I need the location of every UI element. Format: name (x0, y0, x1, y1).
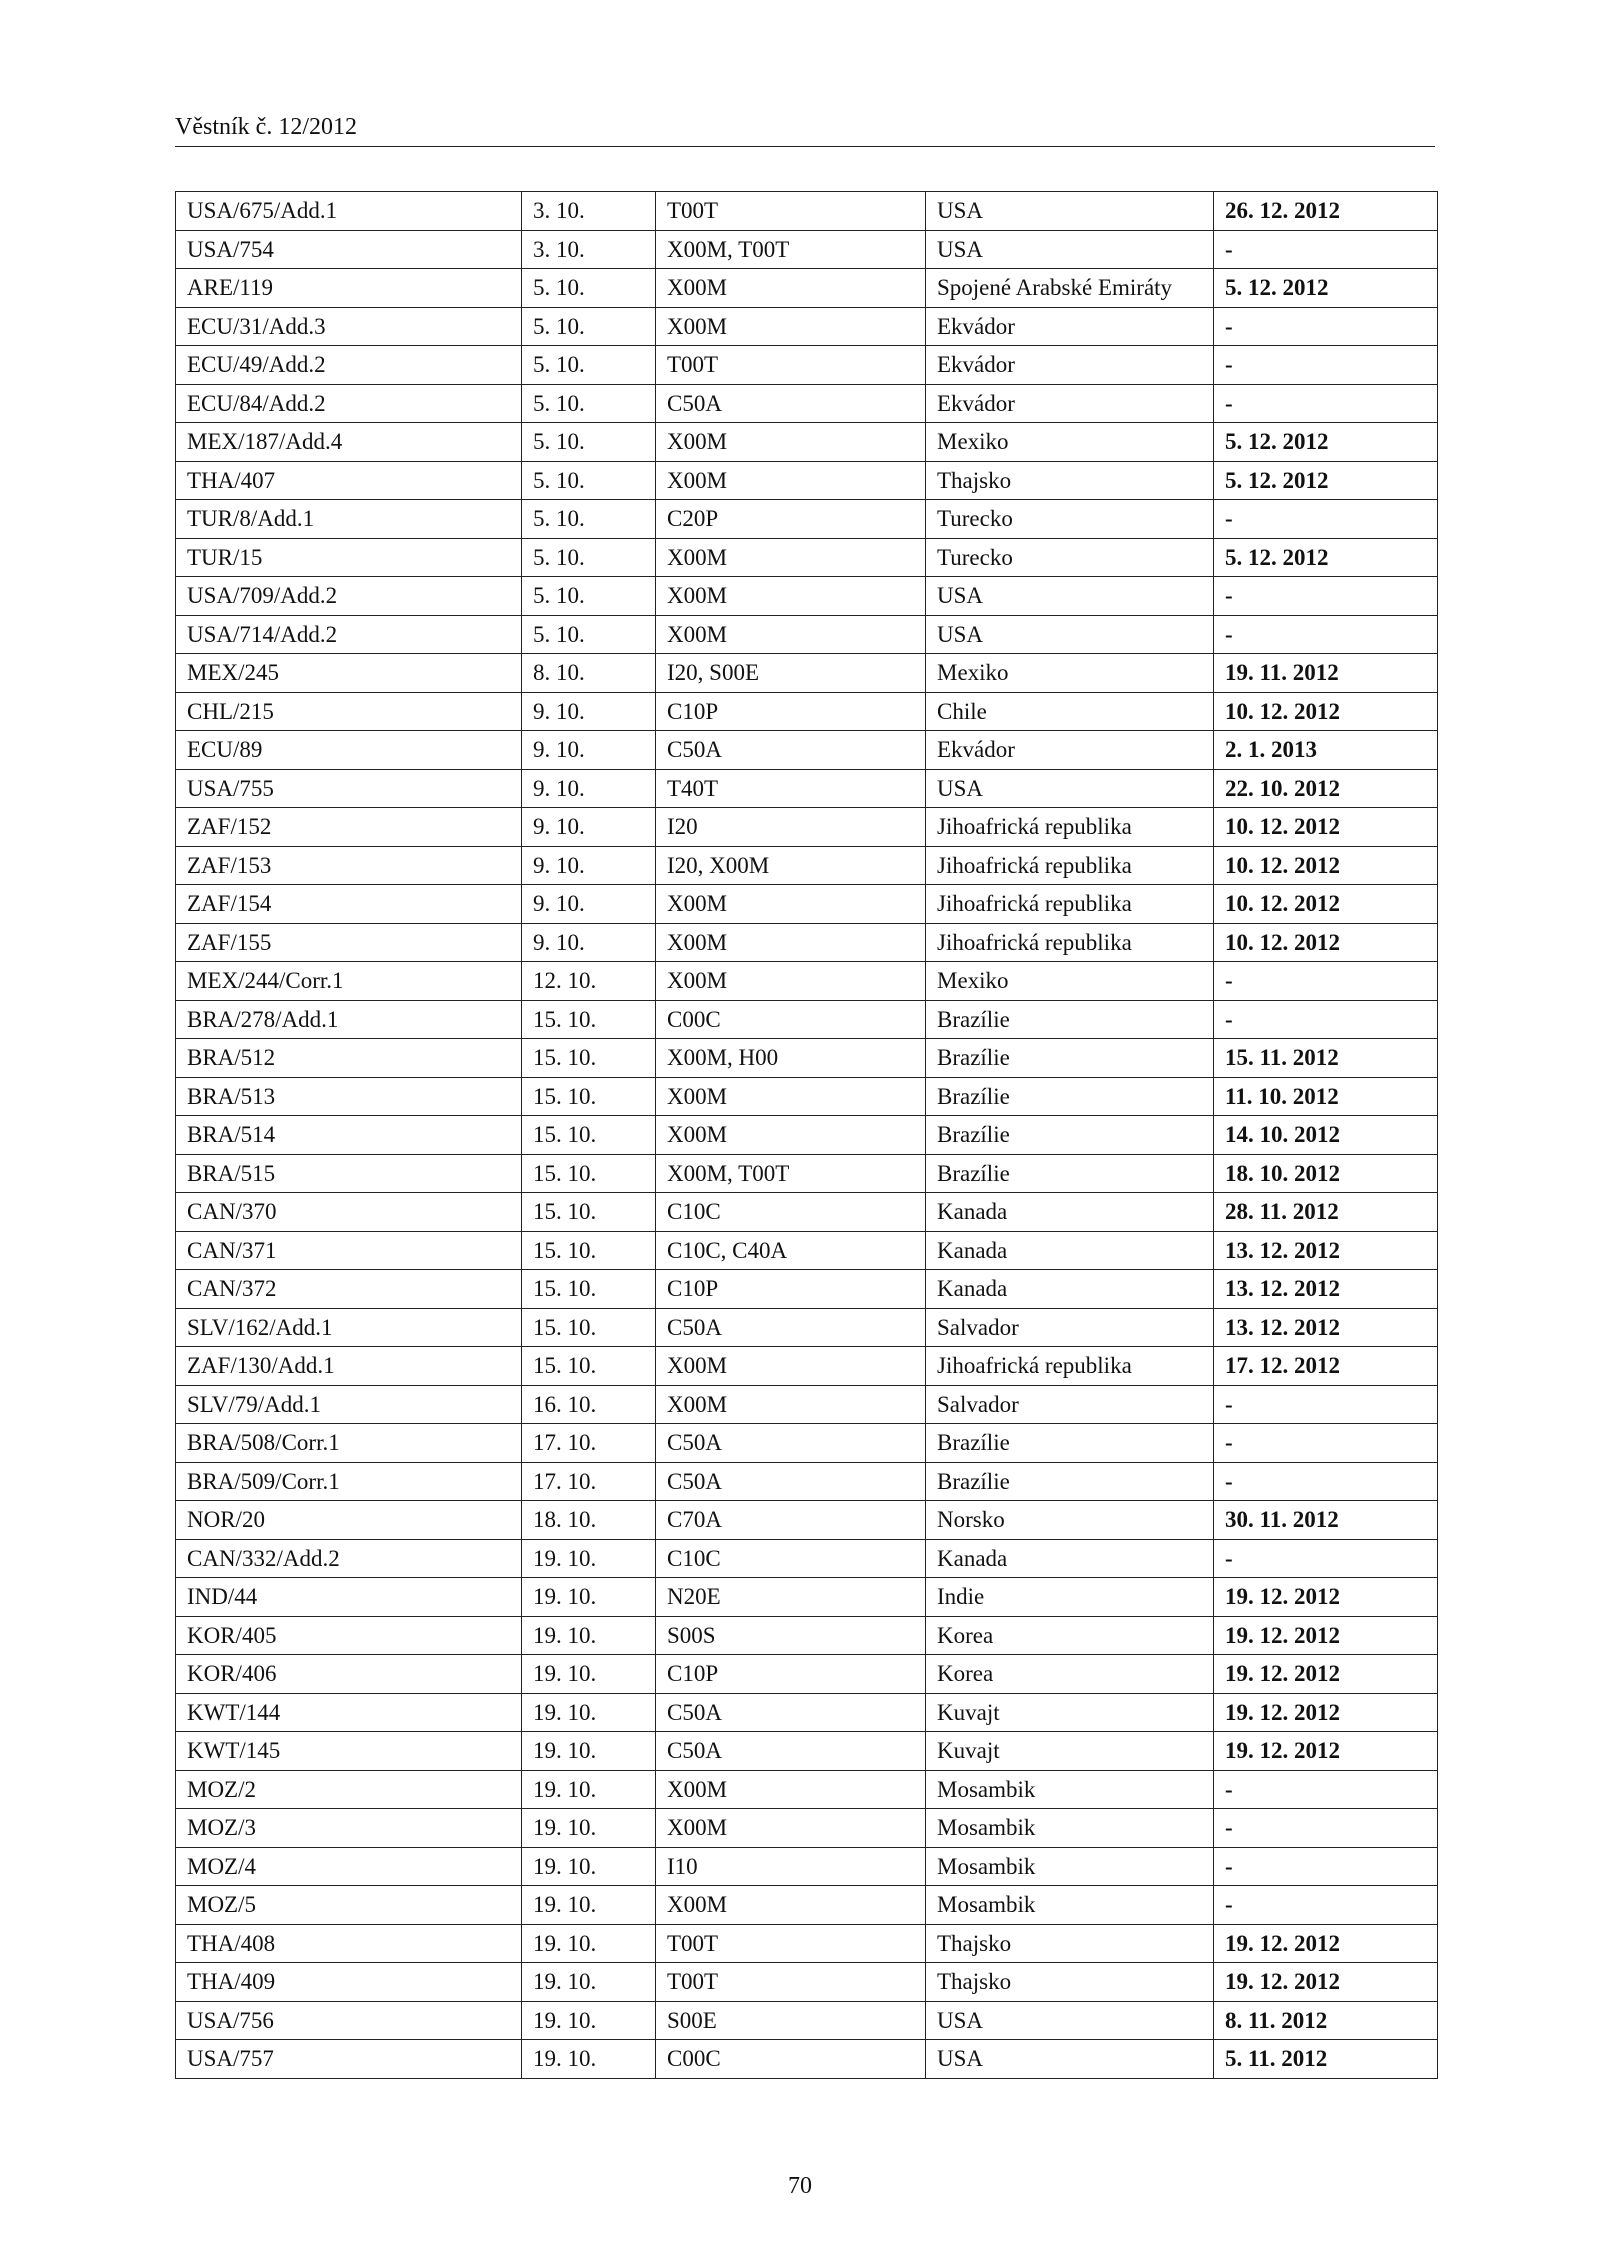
table-row (176, 1732, 1438, 1771)
date-cell: 19. 10. (522, 1847, 656, 1886)
classification-cell: T40T (656, 769, 926, 808)
classification-cell: C50A (656, 1424, 926, 1463)
document-code-cell: USA/714/Add.2 (176, 615, 522, 654)
classification-cell: X00M (656, 1770, 926, 1809)
date-cell: 19. 10. (522, 1732, 656, 1771)
document-code-cell: USA/709/Add.2 (176, 577, 522, 616)
deadline-cell: 19. 12. 2012 (1214, 1732, 1438, 1771)
country-cell: USA (926, 615, 1214, 654)
table-row (176, 1616, 1438, 1655)
date-cell: 15. 10. (522, 1193, 656, 1232)
table-row (176, 307, 1438, 346)
date-cell: 15. 10. (522, 1000, 656, 1039)
table-row (176, 1154, 1438, 1193)
country-cell: Thajsko (926, 1924, 1214, 1963)
deadline-cell: 26. 12. 2012 (1214, 192, 1438, 231)
country-cell: Ekvádor (926, 307, 1214, 346)
document-code-cell: CHL/215 (176, 692, 522, 731)
date-cell: 19. 10. (522, 1693, 656, 1732)
deadline-cell: - (1214, 1385, 1438, 1424)
date-cell: 3. 10. (522, 230, 656, 269)
document-code-cell: BRA/515 (176, 1154, 522, 1193)
date-cell: 15. 10. (522, 1116, 656, 1155)
deadline-cell: - (1214, 384, 1438, 423)
country-cell: Mosambik (926, 1770, 1214, 1809)
classification-cell: X00M, T00T (656, 230, 926, 269)
table-row (176, 692, 1438, 731)
deadline-cell: - (1214, 307, 1438, 346)
table-row (176, 885, 1438, 924)
document-code-cell: BRA/513 (176, 1077, 522, 1116)
deadline-cell: 19. 12. 2012 (1214, 1924, 1438, 1963)
country-cell: Jihoafrická republika (926, 923, 1214, 962)
deadline-cell: 30. 11. 2012 (1214, 1501, 1438, 1540)
deadline-cell: - (1214, 615, 1438, 654)
country-cell: Kanada (926, 1231, 1214, 1270)
country-cell: Brazílie (926, 1462, 1214, 1501)
classification-cell: X00M (656, 423, 926, 462)
date-cell: 5. 10. (522, 500, 656, 539)
deadline-cell: 2. 1. 2013 (1214, 731, 1438, 770)
classification-cell: X00M, H00 (656, 1039, 926, 1078)
deadline-cell: 10. 12. 2012 (1214, 923, 1438, 962)
document-code-cell: ARE/119 (176, 269, 522, 308)
date-cell: 5. 10. (522, 384, 656, 423)
country-cell: Spojené Arabské Emiráty (926, 269, 1214, 308)
page-header (175, 112, 1435, 147)
classification-cell: C00C (656, 2040, 926, 2079)
deadline-cell: 5. 12. 2012 (1214, 461, 1438, 500)
document-code-cell: THA/409 (176, 1963, 522, 2002)
country-cell: Mexiko (926, 654, 1214, 693)
classification-cell: X00M (656, 962, 926, 1001)
deadline-cell: 19. 11. 2012 (1214, 654, 1438, 693)
deadline-cell: 28. 11. 2012 (1214, 1193, 1438, 1232)
deadline-cell: 10. 12. 2012 (1214, 885, 1438, 924)
deadline-cell: - (1214, 1462, 1438, 1501)
classification-cell: I20, S00E (656, 654, 926, 693)
table-row (176, 1693, 1438, 1732)
table-row (176, 1655, 1438, 1694)
country-cell: Jihoafrická republika (926, 1347, 1214, 1386)
table-row (176, 846, 1438, 885)
deadline-cell: 19. 12. 2012 (1214, 1578, 1438, 1617)
country-cell: USA (926, 2001, 1214, 2040)
date-cell: 19. 10. (522, 2040, 656, 2079)
document-code-cell: IND/44 (176, 1578, 522, 1617)
country-cell: Jihoafrická republika (926, 846, 1214, 885)
deadline-cell: 17. 12. 2012 (1214, 1347, 1438, 1386)
classification-cell: X00M (656, 1116, 926, 1155)
date-cell: 19. 10. (522, 1655, 656, 1694)
classification-cell: C50A (656, 1693, 926, 1732)
date-cell: 15. 10. (522, 1039, 656, 1078)
date-cell: 19. 10. (522, 1770, 656, 1809)
table-row (176, 769, 1438, 808)
classification-cell: C10P (656, 692, 926, 731)
table-row (176, 461, 1438, 500)
page-header-title: Věstník č. 12/2012 (175, 114, 357, 140)
document-code-cell: SLV/162/Add.1 (176, 1308, 522, 1347)
country-cell: Turecko (926, 500, 1214, 539)
document-code-cell: USA/754 (176, 230, 522, 269)
date-cell: 9. 10. (522, 808, 656, 847)
deadline-cell: 13. 12. 2012 (1214, 1270, 1438, 1309)
deadline-cell: 10. 12. 2012 (1214, 808, 1438, 847)
document-code-cell: BRA/278/Add.1 (176, 1000, 522, 1039)
classification-cell: X00M (656, 923, 926, 962)
deadline-cell: 5. 12. 2012 (1214, 423, 1438, 462)
date-cell: 5. 10. (522, 423, 656, 462)
table-row (176, 1770, 1438, 1809)
date-cell: 9. 10. (522, 846, 656, 885)
classification-cell: X00M (656, 269, 926, 308)
document-code-cell: KOR/405 (176, 1616, 522, 1655)
classification-cell: C00C (656, 1000, 926, 1039)
document-code-cell: THA/408 (176, 1924, 522, 1963)
classification-cell: S00S (656, 1616, 926, 1655)
deadline-cell: 13. 12. 2012 (1214, 1231, 1438, 1270)
date-cell: 5. 10. (522, 346, 656, 385)
document-code-cell: KOR/406 (176, 1655, 522, 1694)
country-cell: Brazílie (926, 1000, 1214, 1039)
country-cell: Brazílie (926, 1116, 1214, 1155)
classification-cell: C10P (656, 1655, 926, 1694)
table-row (176, 346, 1438, 385)
document-code-cell: ZAF/130/Add.1 (176, 1347, 522, 1386)
date-cell: 15. 10. (522, 1154, 656, 1193)
table-row (176, 2001, 1438, 2040)
document-code-cell: USA/756 (176, 2001, 522, 2040)
document-code-cell: MEX/245 (176, 654, 522, 693)
document-code-cell: CAN/370 (176, 1193, 522, 1232)
table-row (176, 1193, 1438, 1232)
document-code-cell: ZAF/152 (176, 808, 522, 847)
document-code-cell: MOZ/2 (176, 1770, 522, 1809)
country-cell: Indie (926, 1578, 1214, 1617)
classification-cell: C50A (656, 384, 926, 423)
date-cell: 5. 10. (522, 307, 656, 346)
document-code-cell: ECU/49/Add.2 (176, 346, 522, 385)
deadline-cell: 10. 12. 2012 (1214, 846, 1438, 885)
classification-cell: C50A (656, 1732, 926, 1771)
classification-cell: X00M (656, 461, 926, 500)
notifications-table (175, 191, 1438, 2079)
document-code-cell: MEX/187/Add.4 (176, 423, 522, 462)
classification-cell: X00M (656, 1809, 926, 1848)
classification-cell: T00T (656, 192, 926, 231)
classification-cell: X00M (656, 1385, 926, 1424)
deadline-cell: 19. 12. 2012 (1214, 1655, 1438, 1694)
country-cell: Mexiko (926, 423, 1214, 462)
date-cell: 9. 10. (522, 923, 656, 962)
classification-cell: C50A (656, 731, 926, 770)
date-cell: 15. 10. (522, 1077, 656, 1116)
document-code-cell: MOZ/4 (176, 1847, 522, 1886)
country-cell: Jihoafrická republika (926, 808, 1214, 847)
table-row (176, 1077, 1438, 1116)
document-code-cell: CAN/372 (176, 1270, 522, 1309)
classification-cell: X00M (656, 538, 926, 577)
document-code-cell: ZAF/154 (176, 885, 522, 924)
deadline-cell: - (1214, 346, 1438, 385)
deadline-cell: - (1214, 1886, 1438, 1925)
date-cell: 9. 10. (522, 731, 656, 770)
table-row (176, 1539, 1438, 1578)
country-cell: Mosambik (926, 1809, 1214, 1848)
table-row (176, 654, 1438, 693)
table-row (176, 1347, 1438, 1386)
deadline-cell: - (1214, 500, 1438, 539)
table-row (176, 962, 1438, 1001)
classification-cell: T00T (656, 346, 926, 385)
deadline-cell: - (1214, 1539, 1438, 1578)
country-cell: Brazílie (926, 1424, 1214, 1463)
table-row (176, 1308, 1438, 1347)
table-body (176, 192, 1438, 2079)
country-cell: USA (926, 230, 1214, 269)
table-row (176, 577, 1438, 616)
deadline-cell: - (1214, 577, 1438, 616)
classification-cell: X00M, T00T (656, 1154, 926, 1193)
table-row (176, 230, 1438, 269)
document-code-cell: USA/757 (176, 2040, 522, 2079)
date-cell: 12. 10. (522, 962, 656, 1001)
country-cell: Kuvajt (926, 1693, 1214, 1732)
document-code-cell: MOZ/5 (176, 1886, 522, 1925)
date-cell: 19. 10. (522, 1809, 656, 1848)
country-cell: Thajsko (926, 461, 1214, 500)
deadline-cell: 11. 10. 2012 (1214, 1077, 1438, 1116)
document-code-cell: CAN/332/Add.2 (176, 1539, 522, 1578)
table-row (176, 1847, 1438, 1886)
date-cell: 16. 10. (522, 1385, 656, 1424)
date-cell: 5. 10. (522, 577, 656, 616)
table-row (176, 1462, 1438, 1501)
classification-cell: X00M (656, 307, 926, 346)
date-cell: 19. 10. (522, 1539, 656, 1578)
date-cell: 19. 10. (522, 1924, 656, 1963)
date-cell: 15. 10. (522, 1347, 656, 1386)
document-code-cell: SLV/79/Add.1 (176, 1385, 522, 1424)
deadline-cell: 5. 11. 2012 (1214, 2040, 1438, 2079)
country-cell: Thajsko (926, 1963, 1214, 2002)
classification-cell: X00M (656, 1886, 926, 1925)
country-cell: Brazílie (926, 1039, 1214, 1078)
country-cell: Kuvajt (926, 1732, 1214, 1771)
deadline-cell: 15. 11. 2012 (1214, 1039, 1438, 1078)
table-row (176, 1963, 1438, 2002)
classification-cell: C10C (656, 1539, 926, 1578)
table-row (176, 384, 1438, 423)
document-code-cell: MOZ/3 (176, 1809, 522, 1848)
country-cell: Korea (926, 1616, 1214, 1655)
country-cell: Kanada (926, 1270, 1214, 1309)
document-code-cell: ZAF/155 (176, 923, 522, 962)
date-cell: 15. 10. (522, 1308, 656, 1347)
classification-cell: I10 (656, 1847, 926, 1886)
deadline-cell: 10. 12. 2012 (1214, 692, 1438, 731)
deadline-cell: - (1214, 1847, 1438, 1886)
classification-cell: N20E (656, 1578, 926, 1617)
document-code-cell: ECU/31/Add.3 (176, 307, 522, 346)
country-cell: Brazílie (926, 1154, 1214, 1193)
table-row (176, 923, 1438, 962)
deadline-cell: 22. 10. 2012 (1214, 769, 1438, 808)
classification-cell: I20, X00M (656, 846, 926, 885)
classification-cell: S00E (656, 2001, 926, 2040)
classification-cell: C10C, C40A (656, 1231, 926, 1270)
date-cell: 19. 10. (522, 2001, 656, 2040)
table-row (176, 423, 1438, 462)
table-row (176, 500, 1438, 539)
table-row (176, 1578, 1438, 1617)
classification-cell: X00M (656, 615, 926, 654)
country-cell: Norsko (926, 1501, 1214, 1540)
table-row (176, 1000, 1438, 1039)
deadline-cell: 5. 12. 2012 (1214, 269, 1438, 308)
deadline-cell: - (1214, 1000, 1438, 1039)
deadline-cell: 8. 11. 2012 (1214, 2001, 1438, 2040)
country-cell: Salvador (926, 1385, 1214, 1424)
date-cell: 5. 10. (522, 538, 656, 577)
classification-cell: C50A (656, 1462, 926, 1501)
deadline-cell: - (1214, 230, 1438, 269)
document-code-cell: TUR/15 (176, 538, 522, 577)
country-cell: Brazílie (926, 1077, 1214, 1116)
classification-cell: X00M (656, 885, 926, 924)
deadline-cell: - (1214, 1770, 1438, 1809)
country-cell: Ekvádor (926, 384, 1214, 423)
country-cell: Ekvádor (926, 346, 1214, 385)
date-cell: 5. 10. (522, 269, 656, 308)
table-row (176, 269, 1438, 308)
date-cell: 9. 10. (522, 692, 656, 731)
classification-cell: C50A (656, 1308, 926, 1347)
deadline-cell: - (1214, 1809, 1438, 1848)
table-row (176, 615, 1438, 654)
classification-cell: X00M (656, 1077, 926, 1116)
document-code-cell: BRA/509/Corr.1 (176, 1462, 522, 1501)
deadline-cell: 19. 12. 2012 (1214, 1963, 1438, 2002)
table-row (176, 538, 1438, 577)
document-code-cell: BRA/508/Corr.1 (176, 1424, 522, 1463)
table-row (176, 1886, 1438, 1925)
deadline-cell: 13. 12. 2012 (1214, 1308, 1438, 1347)
country-cell: USA (926, 2040, 1214, 2079)
country-cell: Turecko (926, 538, 1214, 577)
date-cell: 19. 10. (522, 1578, 656, 1617)
date-cell: 17. 10. (522, 1462, 656, 1501)
classification-cell: C20P (656, 500, 926, 539)
document-code-cell: TUR/8/Add.1 (176, 500, 522, 539)
page-number: 70 (788, 2173, 812, 2199)
table-row (176, 731, 1438, 770)
date-cell: 5. 10. (522, 615, 656, 654)
document-code-cell: ECU/89 (176, 731, 522, 770)
date-cell: 8. 10. (522, 654, 656, 693)
deadline-cell: 19. 12. 2012 (1214, 1693, 1438, 1732)
date-cell: 15. 10. (522, 1270, 656, 1309)
country-cell: Mosambik (926, 1886, 1214, 1925)
date-cell: 9. 10. (522, 769, 656, 808)
table-row (176, 808, 1438, 847)
classification-cell: T00T (656, 1963, 926, 2002)
deadline-cell: 19. 12. 2012 (1214, 1616, 1438, 1655)
table-row (176, 1231, 1438, 1270)
country-cell: Jihoafrická republika (926, 885, 1214, 924)
document-code-cell: BRA/514 (176, 1116, 522, 1155)
date-cell: 9. 10. (522, 885, 656, 924)
classification-cell: X00M (656, 577, 926, 616)
classification-cell: I20 (656, 808, 926, 847)
country-cell: Korea (926, 1655, 1214, 1694)
deadline-cell: 18. 10. 2012 (1214, 1154, 1438, 1193)
country-cell: Kanada (926, 1539, 1214, 1578)
date-cell: 19. 10. (522, 1616, 656, 1655)
country-cell: USA (926, 192, 1214, 231)
document-code-cell: ZAF/153 (176, 846, 522, 885)
table-row (176, 1039, 1438, 1078)
document-code-cell: USA/675/Add.1 (176, 192, 522, 231)
table-row (176, 1501, 1438, 1540)
classification-cell: C70A (656, 1501, 926, 1540)
classification-cell: X00M (656, 1347, 926, 1386)
document-code-cell: KWT/144 (176, 1693, 522, 1732)
document-code-cell: MEX/244/Corr.1 (176, 962, 522, 1001)
country-cell: USA (926, 577, 1214, 616)
table-row (176, 2040, 1438, 2079)
deadline-cell: - (1214, 1424, 1438, 1463)
date-cell: 3. 10. (522, 192, 656, 231)
deadline-cell: 5. 12. 2012 (1214, 538, 1438, 577)
table-row (176, 192, 1438, 231)
table-row (176, 1385, 1438, 1424)
deadline-cell: - (1214, 962, 1438, 1001)
document-code-cell: THA/407 (176, 461, 522, 500)
classification-cell: C10P (656, 1270, 926, 1309)
country-cell: Chile (926, 692, 1214, 731)
country-cell: Mexiko (926, 962, 1214, 1001)
table-row (176, 1116, 1438, 1155)
document-code-cell: BRA/512 (176, 1039, 522, 1078)
country-cell: Mosambik (926, 1847, 1214, 1886)
document-code-cell: NOR/20 (176, 1501, 522, 1540)
deadline-cell: 14. 10. 2012 (1214, 1116, 1438, 1155)
date-cell: 18. 10. (522, 1501, 656, 1540)
table-row (176, 1924, 1438, 1963)
document-code-cell: KWT/145 (176, 1732, 522, 1771)
classification-cell: T00T (656, 1924, 926, 1963)
classification-cell: C10C (656, 1193, 926, 1232)
country-cell: Ekvádor (926, 731, 1214, 770)
country-cell: USA (926, 769, 1214, 808)
table-row (176, 1270, 1438, 1309)
date-cell: 17. 10. (522, 1424, 656, 1463)
document-code-cell: ECU/84/Add.2 (176, 384, 522, 423)
document-code-cell: USA/755 (176, 769, 522, 808)
date-cell: 19. 10. (522, 1963, 656, 2002)
country-cell: Kanada (926, 1193, 1214, 1232)
country-cell: Salvador (926, 1308, 1214, 1347)
date-cell: 19. 10. (522, 1886, 656, 1925)
date-cell: 5. 10. (522, 461, 656, 500)
table-row (176, 1809, 1438, 1848)
date-cell: 15. 10. (522, 1231, 656, 1270)
table-row (176, 1424, 1438, 1463)
document-code-cell: CAN/371 (176, 1231, 522, 1270)
